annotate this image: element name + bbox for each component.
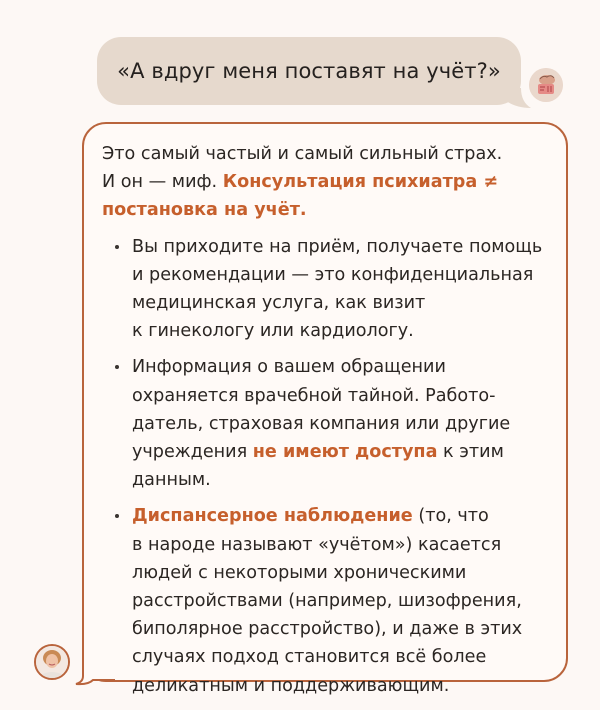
bullet-accent-text: Диспансерное наблюдение bbox=[132, 506, 413, 527]
user-message-bubble bbox=[97, 37, 521, 105]
bullet-line: Информация о вашем обращении bbox=[132, 357, 446, 378]
reply-message-content bbox=[102, 140, 558, 708]
bullet-text: к этим bbox=[437, 442, 504, 463]
bullet-line bbox=[132, 502, 558, 530]
bullet-dot-icon bbox=[115, 365, 119, 369]
bullet-text: (то, что bbox=[412, 506, 489, 527]
doctor-avatar[interactable] bbox=[34, 644, 70, 680]
bullet-line: охраняется врачебной тайной. Работо- bbox=[132, 385, 496, 406]
bullet-line bbox=[132, 438, 558, 466]
intro-line-1: Это самый частый и самый сильный страх. bbox=[102, 144, 503, 164]
bullet-line: данным. bbox=[132, 470, 211, 491]
bullet-line: Вы приходите на приём, получаете помощь bbox=[132, 236, 543, 257]
bullet-line: деликатным и поддерживающим. bbox=[132, 675, 450, 696]
bullet-line: людей с некоторыми хроническими bbox=[132, 562, 467, 583]
bullet-item bbox=[102, 353, 558, 494]
doctor-photo-icon bbox=[36, 646, 68, 678]
brain-sticker-icon bbox=[529, 68, 563, 102]
bullet-line: к гинекологу или кардиологу. bbox=[132, 321, 414, 342]
reply-intro bbox=[102, 140, 558, 225]
bullet-line: датель, страховая компания или другие bbox=[132, 413, 511, 434]
bullet-line: случаях подход становится всё более bbox=[132, 647, 487, 668]
reply-bullet-list bbox=[102, 233, 558, 700]
bullet-text: учреждения bbox=[132, 442, 253, 463]
bullet-dot-icon bbox=[115, 245, 119, 249]
intro-line-2 bbox=[102, 168, 558, 196]
intro-accent-text: Консультация психиатра ≠ bbox=[222, 172, 499, 193]
bullet-line: биполярное расстройство), и даже в этих bbox=[132, 619, 523, 640]
user-bubble-tail bbox=[503, 88, 533, 110]
intro-line-3: постановка на учёт. bbox=[102, 200, 307, 221]
bullet-line: расстройствами (например, шизофрения, bbox=[132, 591, 522, 612]
bullet-line: в народе называют «учётом») касается bbox=[132, 534, 502, 555]
bullet-item bbox=[102, 502, 558, 699]
bullet-dot-icon bbox=[115, 514, 119, 518]
bullet-line: и рекомендации — это конфиденциальная bbox=[132, 264, 534, 285]
intro-plain-text: И он — миф. bbox=[102, 172, 223, 193]
bullet-item bbox=[102, 233, 558, 346]
user-avatar[interactable] bbox=[529, 68, 563, 102]
bullet-line: медицинская услуга, как визит bbox=[132, 293, 426, 314]
bullet-accent-text: не имеют доступа bbox=[252, 442, 438, 463]
user-message-text: «А вдруг меня поставят на учёт?» bbox=[117, 59, 501, 83]
